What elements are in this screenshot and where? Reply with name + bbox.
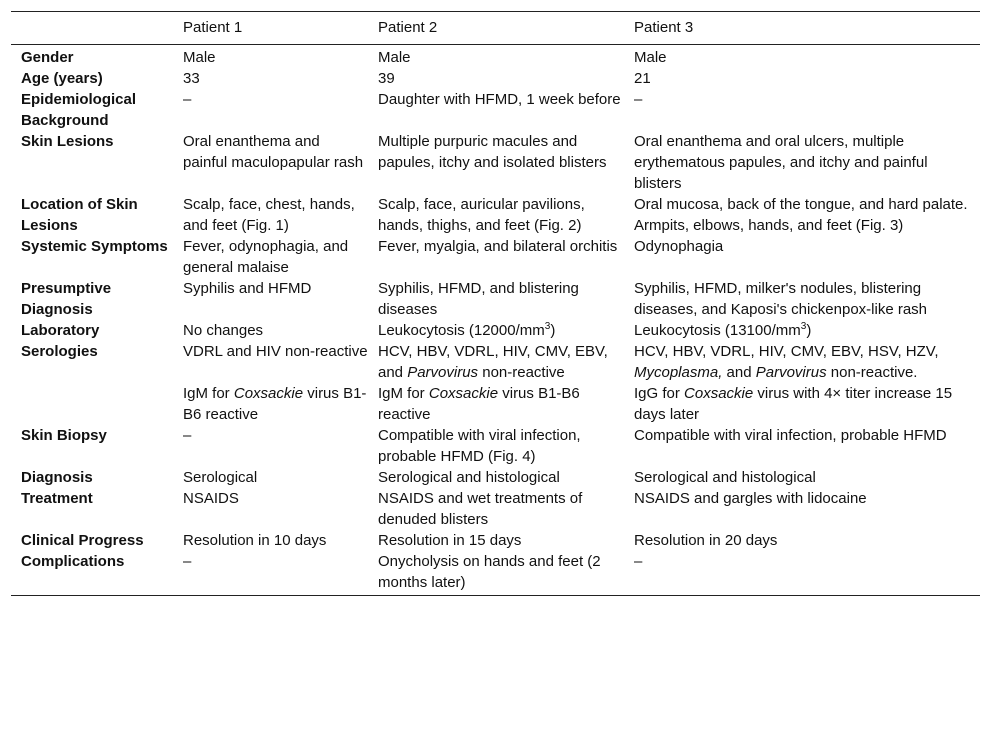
table-row [11, 488, 980, 530]
cell-p1: – [183, 427, 192, 444]
header-patient-1: Patient 1 [183, 19, 243, 36]
serology-text: and [722, 364, 756, 381]
cell-p3: – [634, 553, 643, 570]
serology-text: IgG for [634, 385, 685, 402]
cell-p2 [378, 341, 634, 383]
cell-p3: Male [634, 49, 667, 66]
table-row [11, 467, 980, 488]
table-body [11, 45, 980, 596]
cell-p3 [634, 341, 980, 383]
table-row [11, 278, 980, 320]
cell-p2: NSAIDS and wet treatments of denuded blisters [378, 490, 583, 528]
table-row [11, 383, 980, 425]
cell-p3: Serological and histological [634, 469, 816, 486]
cell-p1: 33 [183, 70, 200, 87]
cell-p1: – [183, 91, 192, 108]
table-row [11, 68, 980, 89]
cell-p1: No changes [183, 322, 264, 339]
table-row [11, 131, 980, 194]
row-label-skin-lesions: Skin Lesions [21, 133, 114, 150]
header-patient-2: Patient 2 [378, 19, 438, 36]
row-label-epidemiological: Epidemiological Background [21, 91, 137, 129]
row-label-empty [11, 383, 183, 425]
table-row [11, 551, 980, 596]
table-container [11, 11, 980, 596]
cell-p3: Oral enanthema and oral ulcers, multiple erythematous papules, and itchy and painful blisters [634, 133, 928, 192]
serology-italic: Parvovirus [407, 364, 479, 381]
row-label-treatment: Treatment [21, 490, 93, 507]
cell-p2: Fever, myalgia, and bilateral orchitis [378, 238, 618, 255]
cell-p2 [378, 320, 634, 341]
cell-p1: Scalp, face, chest, hands, and feet (Fig. 1) [183, 196, 355, 234]
serology-text: non-reactive [478, 364, 565, 381]
lab-text: ) [806, 322, 812, 339]
header-row [11, 12, 980, 45]
header-empty [11, 12, 183, 45]
cell-p3: 21 [634, 70, 651, 87]
row-label-complications: Complications [21, 553, 125, 570]
cell-p3: Oral mucosa, back of the tongue, and hard palate. Armpits, elbows, hands, and feet (Fig. 3) [634, 196, 968, 234]
cell-p1: Male [183, 49, 216, 66]
lab-text: Leukocytosis (12000/mm [378, 322, 545, 339]
cell-p1: – [183, 553, 192, 570]
cell-p3: – [634, 91, 643, 108]
row-label-laboratory: Laboratory [21, 322, 100, 339]
row-label-diagnosis: Diagnosis [21, 469, 93, 486]
cell-p2 [378, 383, 634, 425]
cell-p3 [634, 320, 980, 341]
cell-p2: Multiple purpuric macules and papules, itchy and isolated blisters [378, 133, 607, 171]
serology-text: virus with 4× titer increase 15 days later [634, 385, 953, 423]
table-row [11, 425, 980, 467]
row-label-skin-biopsy: Skin Biopsy [21, 427, 107, 444]
serology-text: IgM for [183, 385, 234, 402]
cell-p3: Resolution in 20 days [634, 532, 778, 549]
serology-italic: Coxsackie [684, 385, 754, 402]
serology-text: HCV, HBV, VDRL, HIV, CMV, EBV, and [378, 343, 608, 381]
serology-text: non-reactive. [826, 364, 918, 381]
cell-p3: Odynophagia [634, 238, 724, 255]
cell-p1: NSAIDS [183, 490, 239, 507]
row-label-systemic: Systemic Symptoms [21, 238, 168, 255]
cell-p1 [183, 383, 378, 425]
cell-p2: Male [378, 49, 411, 66]
serology-text: IgM for [378, 385, 429, 402]
cell-p2: Compatible with viral infection, probable HFMD (Fig. 4) [378, 427, 581, 465]
serology-italic: Coxsackie [428, 385, 499, 402]
cell-p1: Syphilis and HFMD [183, 280, 312, 297]
cell-p2: Serological and histological [378, 469, 560, 486]
table-row [11, 320, 980, 341]
header-patient-3: Patient 3 [634, 19, 694, 36]
cell-p1: Resolution in 10 days [183, 532, 327, 549]
cell-p2: 39 [378, 70, 395, 87]
cell-p3: Compatible with viral infection, probable HFMD [634, 427, 947, 444]
cell-p2: Daughter with HFMD, 1 week before [378, 91, 621, 108]
cell-p2: Syphilis, HFMD, and blistering diseases [378, 280, 579, 318]
superscript: 3 [800, 321, 807, 332]
cell-p1: Oral enanthema and painful maculopapular rash [183, 133, 364, 171]
lab-text: Leukocytosis (13100/mm [634, 322, 801, 339]
row-label-clinical-progress: Clinical Progress [21, 532, 144, 549]
row-label-age: Age (years) [21, 70, 103, 87]
serology-italic: Mycoplasma, [634, 364, 723, 381]
row-label-gender: Gender [21, 49, 74, 66]
row-label-serologies: Serologies [21, 343, 98, 360]
table-row [11, 45, 980, 69]
cell-p1: Serological [183, 469, 258, 486]
superscript: 3 [544, 321, 551, 332]
table-row [11, 341, 980, 383]
table-row [11, 530, 980, 551]
cell-p1: Fever, odynophagia, and general malaise [183, 238, 349, 276]
serology-text: virus B1-B6 reactive [378, 385, 580, 423]
cell-p2: Resolution in 15 days [378, 532, 522, 549]
serology-text: virus B1-B6 reactive [183, 385, 367, 423]
cell-p2: Onycholysis on hands and feet (2 months later) [378, 553, 601, 591]
clinical-cases-table [11, 11, 980, 596]
serology-italic: Parvovirus [755, 364, 827, 381]
row-label-presumptive: Presumptive Diagnosis [21, 280, 112, 318]
cell-p3 [634, 383, 980, 425]
serology-italic: Coxsackie [233, 385, 304, 402]
table-row [11, 236, 980, 278]
cell-p1: VDRL and HIV non-reactive [183, 343, 368, 360]
cell-p2: Scalp, face, auricular pavilions, hands, thighs, and feet (Fig. 2) [378, 196, 585, 234]
lab-text: ) [550, 322, 556, 339]
row-label-location: Location of Skin Lesions [21, 196, 138, 234]
table-header [11, 12, 980, 45]
table-row [11, 194, 980, 236]
cell-p3: Syphilis, HFMD, milker's nodules, blistering diseases, and Kaposi's chickenpox-like rash [634, 280, 928, 318]
serology-text: HCV, HBV, VDRL, HIV, CMV, EBV, HSV, HZV, [634, 343, 939, 360]
cell-p3: NSAIDS and gargles with lidocaine [634, 490, 867, 507]
table-row [11, 89, 980, 131]
